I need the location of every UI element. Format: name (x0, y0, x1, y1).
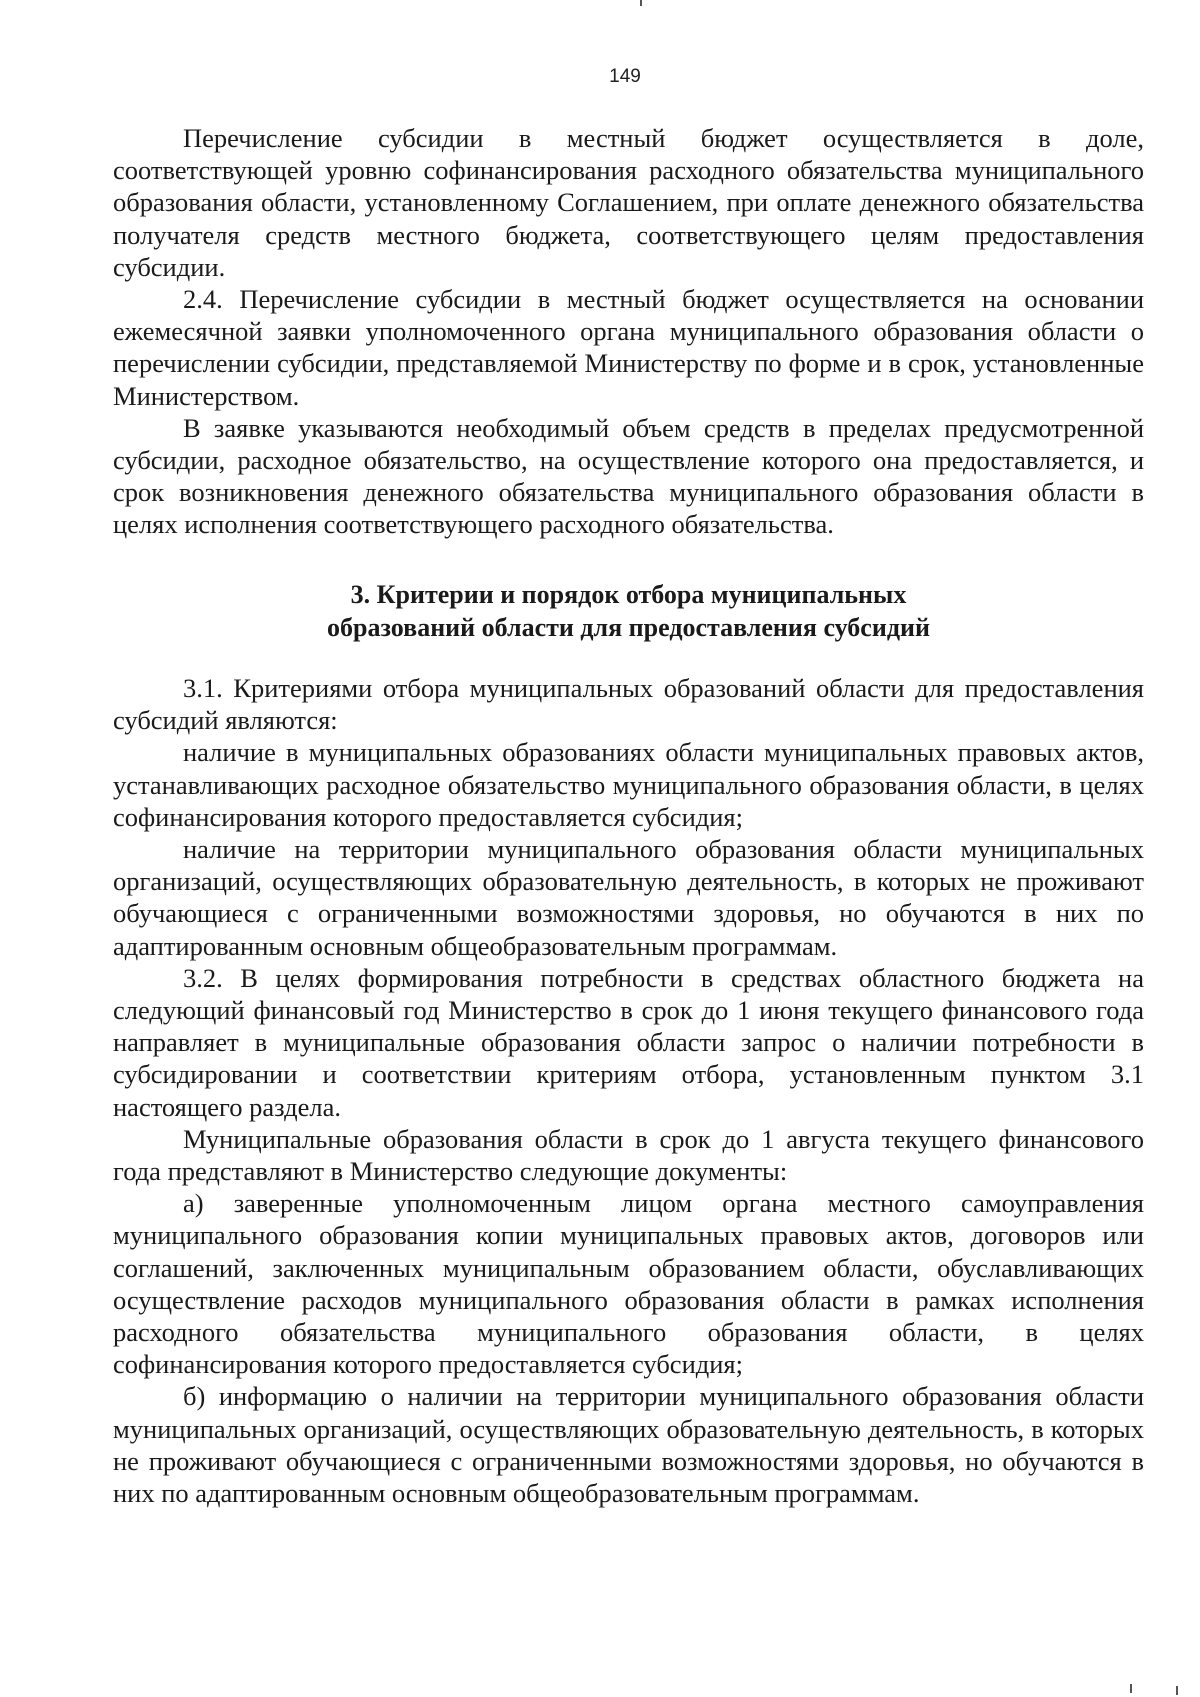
paragraph: 2.4. Перечисление субсидии в местный бюджет осуществляется на основании ежемесячной заявки уполномоченного органа муниципального образования области о перечислении субсидии, представляемой Министерству по форме и в срок, установленные Министерством. (113, 284, 1144, 411)
paragraph: Муниципальные образования области в срок до 1 августа текущего финансового года представляют в Министерство следующие документы: (113, 1123, 1144, 1187)
scan-mark (1176, 1686, 1178, 1695)
paragraph: 3.1. Критериями отбора муниципальных образований области для предоставления субсидий являются: (113, 673, 1144, 736)
paragraph: наличие в муниципальных образованиях области муниципальных правовых актов, устанавливающих расходное обязательство муниципального образования области, в целях софинансирования которого предоставляется субсидия; (113, 737, 1144, 832)
heading-line: образований области для предоставления субсидий (327, 613, 930, 642)
paragraph: наличие на территории муниципального образования области муниципальных организаций, осуществляющих образовательную деятельность, в которых не проживают обучающиеся с ограниченными возможностями здоровья, но обучаются в них по адаптированным основным общеобразовательным программам. (113, 834, 1144, 961)
paragraph: 3.2. В целях формирования потребности в средствах областного бюджета на следующий финансовый год Министерство в срок до 1 июня текущего финансового года направляет в муниципальные образования области запрос о наличии потребности в субсидировании и соответствии критериям отбора, установленным пунктом 3.1 настоящего раздела. (113, 962, 1144, 1122)
scan-mark (640, 0, 642, 6)
section-2-continuation (113, 122, 1144, 541)
section-3-body (113, 672, 1144, 1509)
paragraph: Перечисление субсидии в местный бюджет осуществляется в доле, соответствующей уровню софинансирования расходного обязательства муниципального образования области, установленному Соглашением, при оплате денежного обязательства получателя средств местного бюджета, соответствующего целям предоставления субсидии. (113, 123, 1144, 282)
paragraph: В заявке указываются необходимый объем средств в пределах предусмотренной субсидии, расходное обязательство, на осуществление которого она предоставляется, и срок возникновения денежного обязательства муниципального образования области в целях исполнения соответствующего расходного обязательства. (113, 412, 1144, 540)
heading-line: 3. Критерии и порядок отбора муниципальных (350, 580, 907, 609)
page-number: 149 (609, 66, 641, 87)
scan-mark (1130, 1684, 1132, 1693)
paragraph: б) информацию о наличии на территории муниципального образования области муниципальных организаций, осуществляющих образовательную деятельность, в которых не проживают обучающиеся с ограниченными возможностями здоровья, но обучаются в них по адаптированным основным общеобразовательным программам. (113, 1381, 1144, 1509)
section-3-heading (113, 578, 1144, 644)
paragraph: а) заверенные уполномоченным лицом органа местного самоуправления муниципального образования копии муниципальных правовых актов, договоров или соглашений, заключенных муниципальным образованием области, обуславливающих осуществление расходов муниципального образования области в рамках исполнения расходного обязательства муниципального образования области, в целях софинансирования которого предоставляется субсидия; (113, 1188, 1144, 1380)
